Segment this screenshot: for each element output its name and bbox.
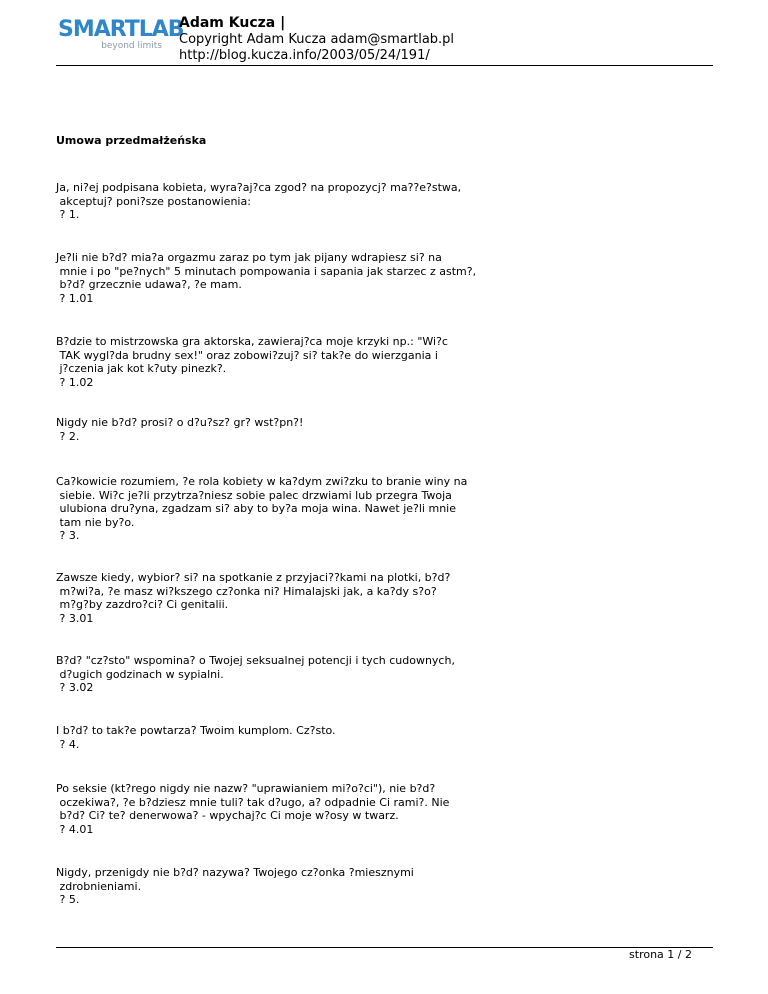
- paragraph: Nigdy, przenigdy nie b?d? nazywa? Twojego cz?onka ?miesznymi zdrobnieniami. ? 5.: [56, 866, 414, 906]
- smartlab-logo: [58, 17, 184, 61]
- logo-tagline: beyond limits: [101, 41, 162, 51]
- author-name: Adam Kucza |: [179, 15, 286, 31]
- paragraph: Ja, ni?ej podpisana kobieta, wyra?aj?ca zgod? na propozycj? ma??e?stwa, akceptuj? poni?sze postanowienia: ? 1.: [56, 181, 462, 221]
- footer-divider: [56, 947, 713, 948]
- paragraph: I b?d? to tak?e powtarza? Twoim kumplom. Cz?sto. ? 4.: [56, 724, 336, 751]
- document-title: Umowa przedmałżeńska: [56, 134, 207, 147]
- paragraph: Nigdy nie b?d? prosi? o d?u?sz? gr? wst?pn?! ? 2.: [56, 416, 304, 443]
- paragraph: Zawsze kiedy, wybior? si? na spotkanie z przyjaci??kami na plotki, b?d? m?wi?a, ?e masz wi?kszego cz?onka ni? Himalajski jak, a ka?dy s?o? m?g?by zazdro?ci? Ci genitalii. ? 3.01: [56, 571, 451, 625]
- logo-wordmark: SMARTLAB: [58, 17, 184, 42]
- copyright-line: Copyright Adam Kucza adam@smartlab.pl: [179, 32, 455, 47]
- paragraph: B?d? "cz?sto" wspomina? o Twojej seksualnej potencji i tych cudownych, d?ugich godzinach w sypialni. ? 3.02: [56, 654, 455, 694]
- paragraph: Po seksie (kt?rego nigdy nie nazw? "uprawianiem mi?o?ci"), nie b?d? oczekiwa?, ?e b?dziesz mnie tuli? tak d?ugo, a? odpadnie Ci rami?. Nie b?d? Ci? te? denerwowa? - wpychaj?c Ci moje w?osy w twarz. ? 4.01: [56, 782, 450, 836]
- page-header: [56, 14, 712, 66]
- paragraph: B?dzie to mistrzowska gra aktorska, zawieraj?ca moje krzyki np.: "Wi?c TAK wygl?da brudny sex!" oraz zobowi?zuj? si? tak?e do wierzgania i j?czenia jak kot k?uty pinezk?. ? 1.02: [56, 335, 448, 389]
- header-divider: [56, 65, 713, 66]
- header-text: [179, 14, 454, 64]
- paragraph: Je?li nie b?d? mia?a orgazmu zaraz po tym jak pijany wdrapiesz si? na mnie i po "pe?nych" 5 minutach pompowania i sapania jak starzec z astm?, b?d? grzecznie udawa?, ?e mam. ? 1.01: [56, 251, 477, 305]
- paragraph: Ca?kowicie rozumiem, ?e rola kobiety w ka?dym zwi?zku to branie winy na siebie. Wi?c je?li przytrza?niesz sobie palec drzwiami lub przegra Twoja ulubiona dru?yna, zgadzam si? aby to by?a moja wina. Nawet je?li mnie tam nie by?o. ? 3.: [56, 475, 468, 542]
- source-url: http://blog.kucza.info/2003/05/24/191/: [179, 48, 430, 63]
- page-number: strona 1 / 2: [629, 948, 692, 961]
